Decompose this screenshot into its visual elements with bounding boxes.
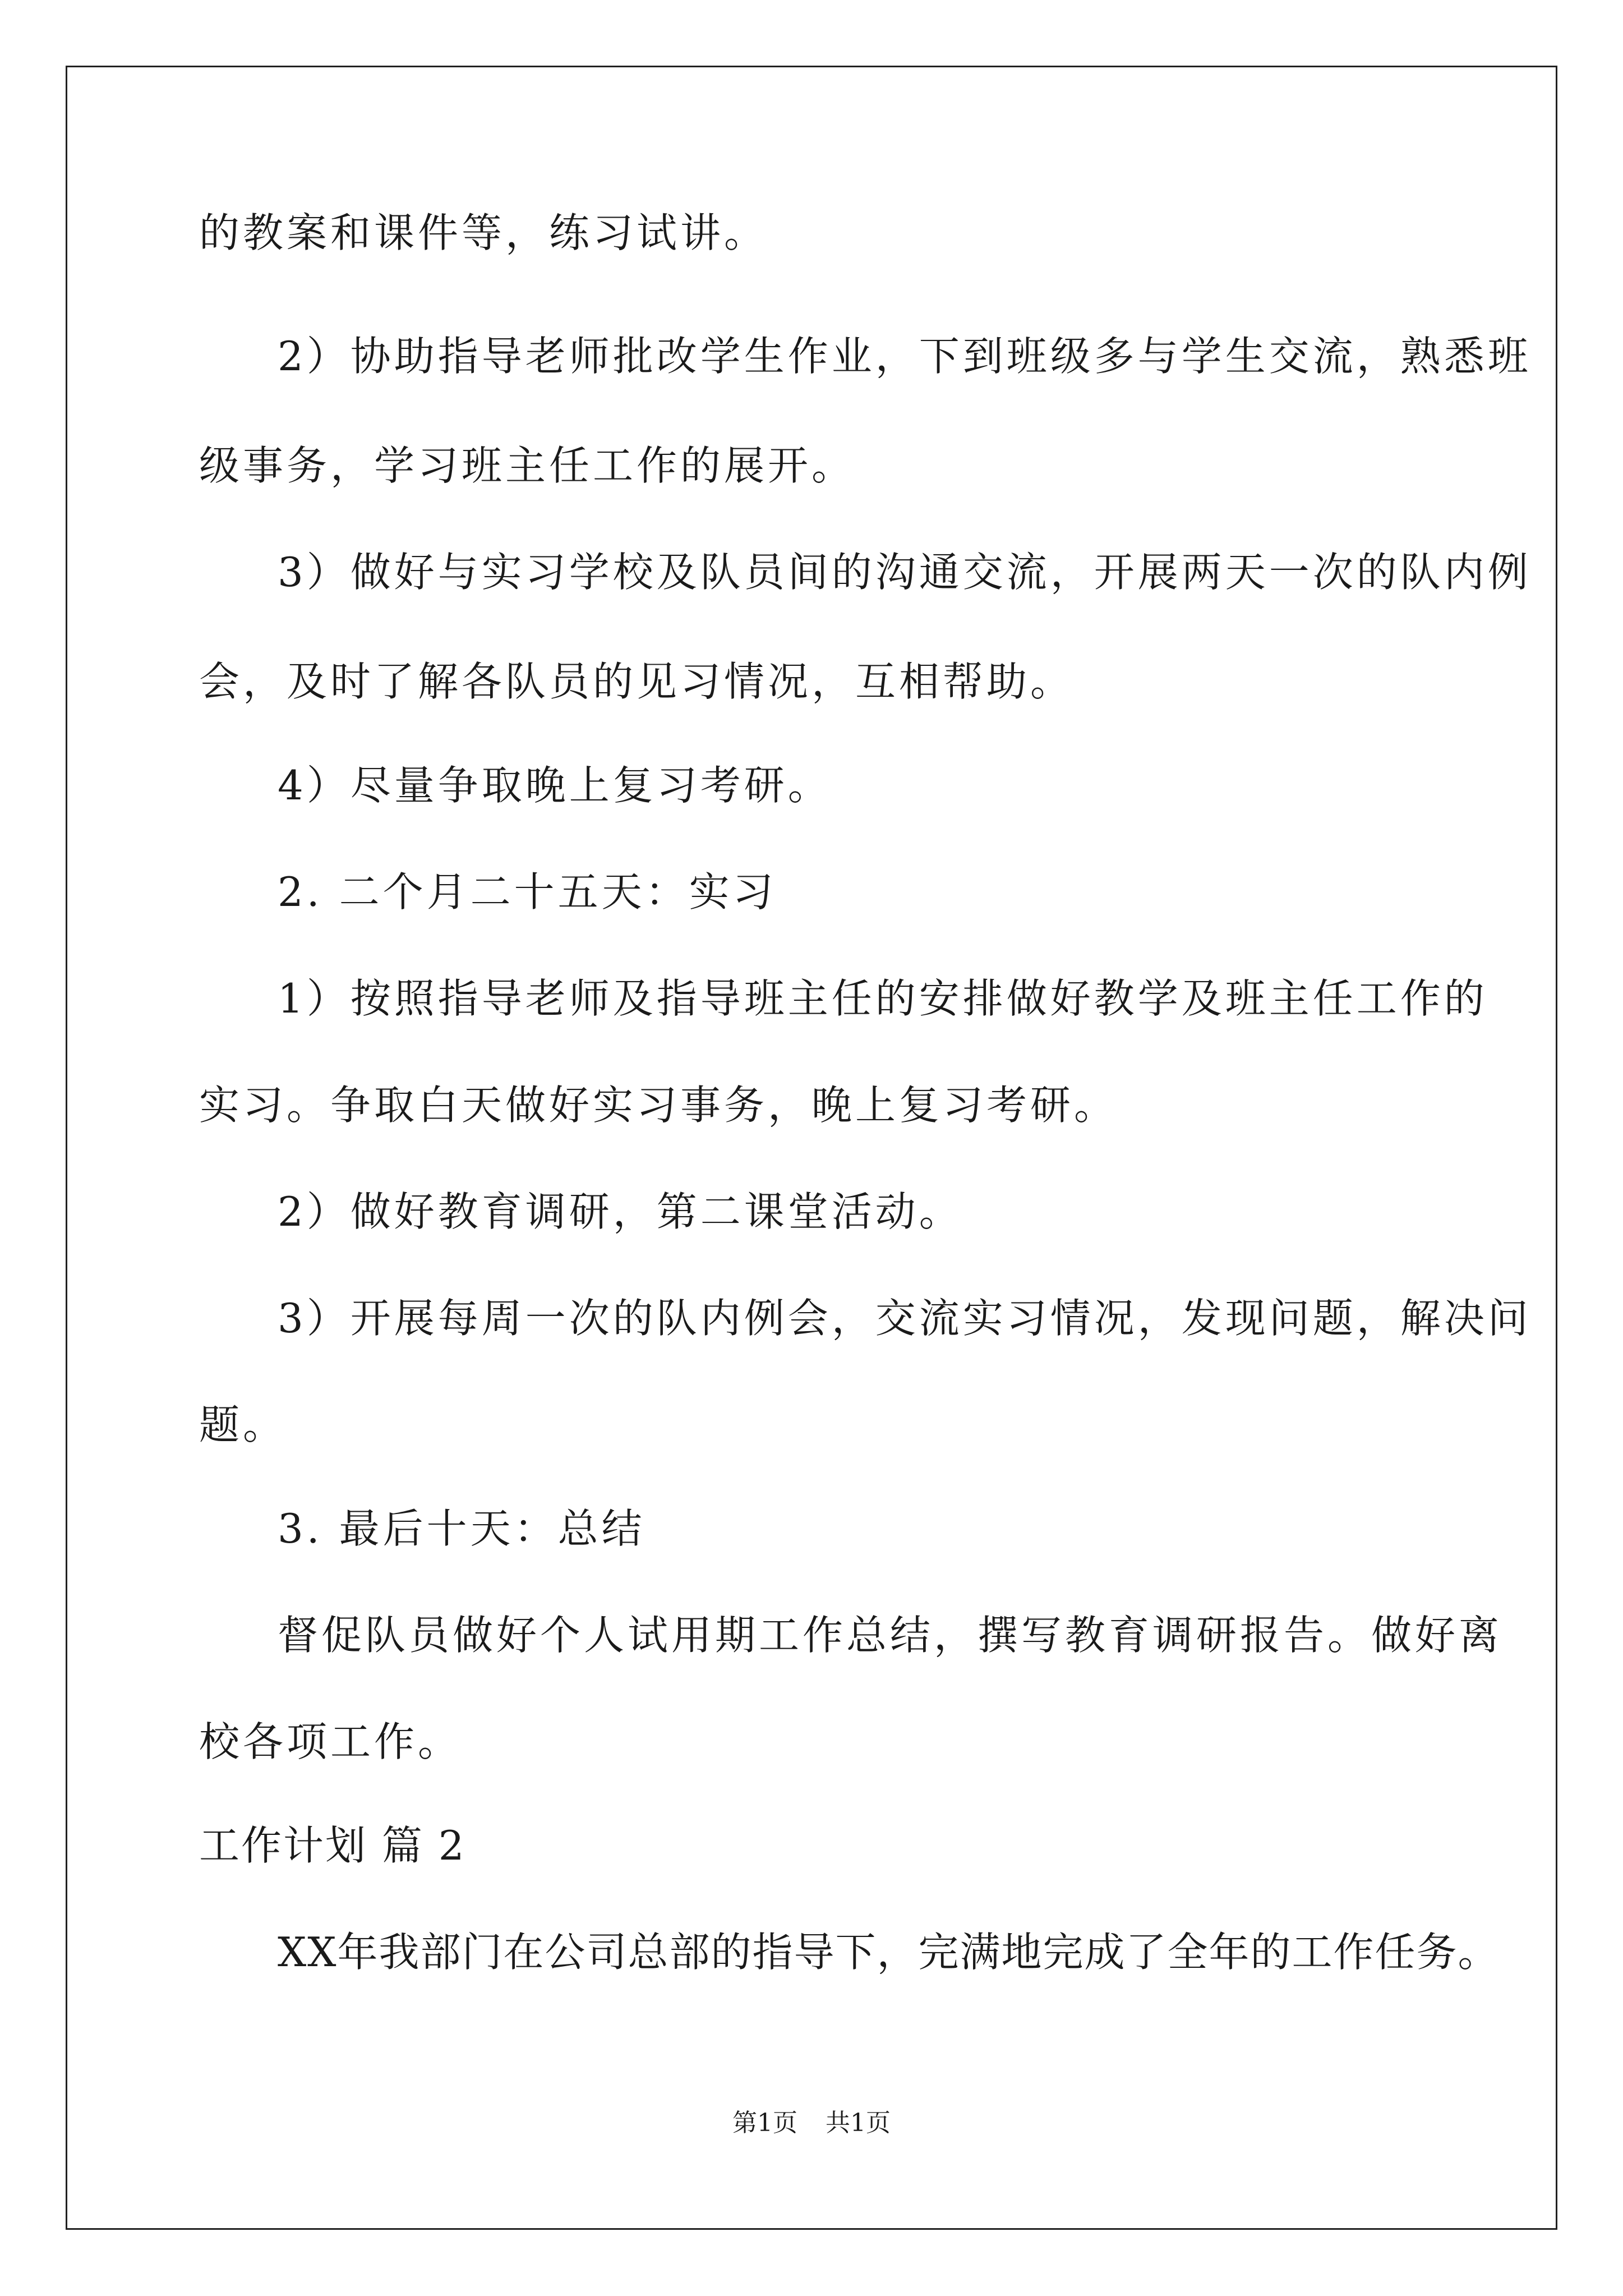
text-line: 级事务，学习班主任工作的展开。 xyxy=(199,442,856,489)
page-footer xyxy=(0,2106,1623,2140)
section-heading: 2. 二个月二十五天：实习 xyxy=(278,868,777,915)
text-line: 题。 xyxy=(199,1401,287,1448)
chapter-heading: 工作计划 篇 2 xyxy=(199,1822,466,1869)
page-number: 第1页 xyxy=(732,2109,797,2137)
text-line: 3）开展每周一次的队内例会，交流实习情况，发现问题，解决问 xyxy=(278,1295,1532,1342)
text-line: 督促队员做好个人试用期工作总结，撰写教育调研报告。做好离 xyxy=(278,1612,1503,1659)
section-heading: 3. 最后十天：总结 xyxy=(278,1505,645,1552)
text-line: 会，及时了解各队员的见习情况，互相帮助。 xyxy=(199,658,1075,705)
text-line: 校各项工作。 xyxy=(199,1718,462,1765)
text-line: 3）做好与实习学校及队员间的沟通交流，开展两天一次的队内例 xyxy=(278,549,1532,596)
text-line: 的教案和课件等，练习试讲。 xyxy=(199,209,768,256)
text-line: 2）做好教育调研，第二课堂活动。 xyxy=(278,1188,963,1235)
page-total: 共1页 xyxy=(826,2109,891,2137)
page-border xyxy=(66,66,1557,2230)
text-line: 4）尽量争取晚上复习考研。 xyxy=(278,762,832,809)
text-line: 1）按照指导老师及指导班主任的安排做好教学及班主任工作的 xyxy=(278,975,1488,1022)
text-line: 2）协助指导老师批改学生作业，下到班级多与学生交流，熟悉班 xyxy=(278,333,1532,380)
text-line: 实习。争取白天做好实习事务，晚上复习考研。 xyxy=(199,1082,1118,1129)
text-line: XX年我部门在公司总部的指导下，完满地完成了全年的工作任务。 xyxy=(278,1929,1500,1976)
